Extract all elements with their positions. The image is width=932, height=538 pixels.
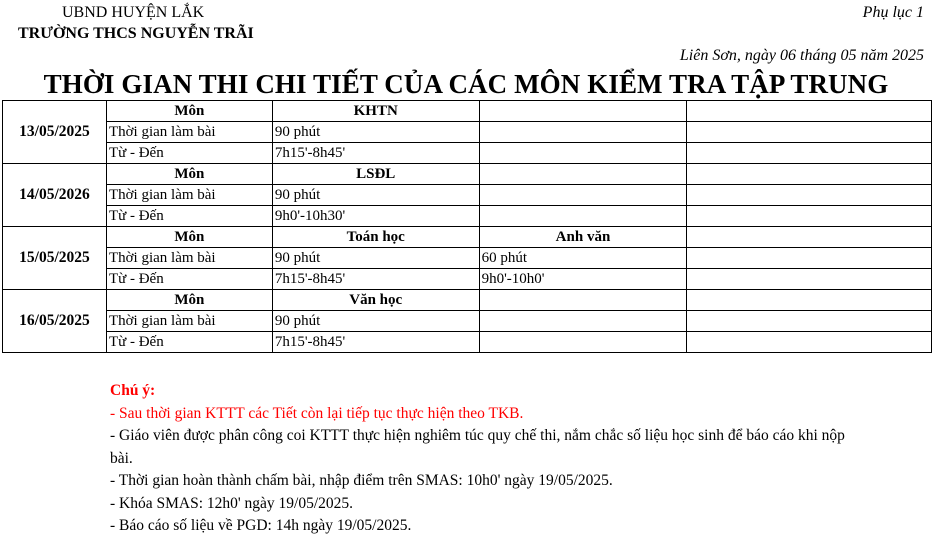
table-row: [3, 269, 932, 290]
table-row: [3, 248, 932, 269]
duration-cell: 90 phút: [272, 122, 479, 143]
subject-cell: Văn học: [272, 290, 479, 311]
subject-cell: Toán học: [272, 227, 479, 248]
exam-schedule-table: [2, 100, 932, 353]
subject-cell: KHTN: [272, 101, 479, 122]
note-item: - Giáo viên được phân công coi KTTT thực hiện nghiêm túc quy chế thi, nắm chắc số liệu học sinh để báo cáo khi nộp: [110, 427, 845, 444]
duration-cell: 90 phút: [272, 185, 479, 206]
subject-cell: Anh văn: [479, 227, 687, 248]
time-cell: 9h0'-10h30': [272, 206, 479, 227]
table-row: [3, 311, 932, 332]
note-item: - Báo cáo số liệu về PGD: 14h ngày 19/05/2025.: [110, 517, 412, 534]
exam-date: 14/05/2026: [3, 164, 107, 227]
note-item: - Khóa SMAS: 12h0' ngày 19/05/2025.: [110, 494, 354, 512]
row-label-duration: Thời gian làm bài: [106, 122, 272, 143]
exam-date: 16/05/2025: [3, 290, 107, 353]
exam-date: 13/05/2025: [3, 101, 107, 164]
table-row: [3, 290, 932, 311]
row-label-time: Từ - Đến: [106, 269, 272, 290]
note-item: - Thời gian hoàn thành chấm bài, nhập điểm trên SMAS: 10h0' ngày 19/05/2025.: [110, 472, 613, 489]
place-date-line: Liên Sơn, ngày 06 tháng 05 năm 2025: [679, 47, 924, 64]
duration-cell: [687, 248, 932, 269]
duration-cell: [687, 185, 932, 206]
subject-cell: LSĐL: [272, 164, 479, 185]
row-label-subject: Môn: [106, 227, 272, 248]
note-item: bài.: [110, 449, 133, 467]
time-cell: [479, 206, 687, 227]
duration-cell: 90 phút: [272, 311, 479, 332]
subject-cell: [687, 164, 932, 185]
note-item: - Sau thời gian KTTT các Tiết còn lại tiếp tục thực hiện theo TKB.: [110, 404, 524, 422]
time-cell: [687, 206, 932, 227]
subject-cell: [479, 101, 687, 122]
time-cell: [687, 269, 932, 290]
table-row: [3, 143, 932, 164]
duration-cell: [479, 185, 687, 206]
notes-title: Chú ý:: [110, 382, 156, 399]
row-label-time: Từ - Đến: [106, 206, 272, 227]
table-row: [3, 164, 932, 185]
table-row: [3, 185, 932, 206]
time-cell: 7h15'-8h45': [272, 332, 479, 353]
table-row: [3, 122, 932, 143]
org-name: UBND HUYỆN LẮK: [62, 4, 205, 21]
duration-cell: [479, 311, 687, 332]
table-row: [3, 227, 932, 248]
time-cell: 7h15'-8h45': [272, 143, 479, 164]
duration-cell: 60 phút: [479, 248, 687, 269]
duration-cell: 90 phút: [272, 248, 479, 269]
subject-cell: [687, 101, 932, 122]
time-cell: [479, 143, 687, 164]
duration-cell: [687, 311, 932, 332]
row-label-duration: Thời gian làm bài: [106, 248, 272, 269]
row-label-duration: Thời gian làm bài: [106, 185, 272, 206]
notes-section: [110, 380, 910, 538]
time-cell: [687, 143, 932, 164]
time-cell: 7h15'-8h45': [272, 269, 479, 290]
subject-cell: [687, 227, 932, 248]
exam-date: 15/05/2025: [3, 227, 107, 290]
subject-cell: [479, 164, 687, 185]
row-label-time: Từ - Đến: [106, 332, 272, 353]
school-name: TRƯỜNG THCS NGUYỄN TRÃI: [18, 25, 254, 42]
row-label-subject: Môn: [106, 164, 272, 185]
row-label-subject: Môn: [106, 290, 272, 311]
subject-cell: [479, 290, 687, 311]
row-label-time: Từ - Đến: [106, 143, 272, 164]
table-row: [3, 332, 932, 353]
time-cell: 9h0'-10h0': [479, 269, 687, 290]
table-row: [3, 101, 932, 122]
table-row: [3, 206, 932, 227]
document-title: THỜI GIAN THI CHI TIẾT CỦA CÁC MÔN KIỂM TRA TẬP TRUNG: [43, 69, 889, 99]
time-cell: [479, 332, 687, 353]
time-cell: [687, 332, 932, 353]
row-label-duration: Thời gian làm bài: [106, 311, 272, 332]
duration-cell: [479, 122, 687, 143]
duration-cell: [687, 122, 932, 143]
subject-cell: [687, 290, 932, 311]
appendix-label: Phụ lục 1: [862, 4, 924, 21]
row-label-subject: Môn: [106, 101, 272, 122]
